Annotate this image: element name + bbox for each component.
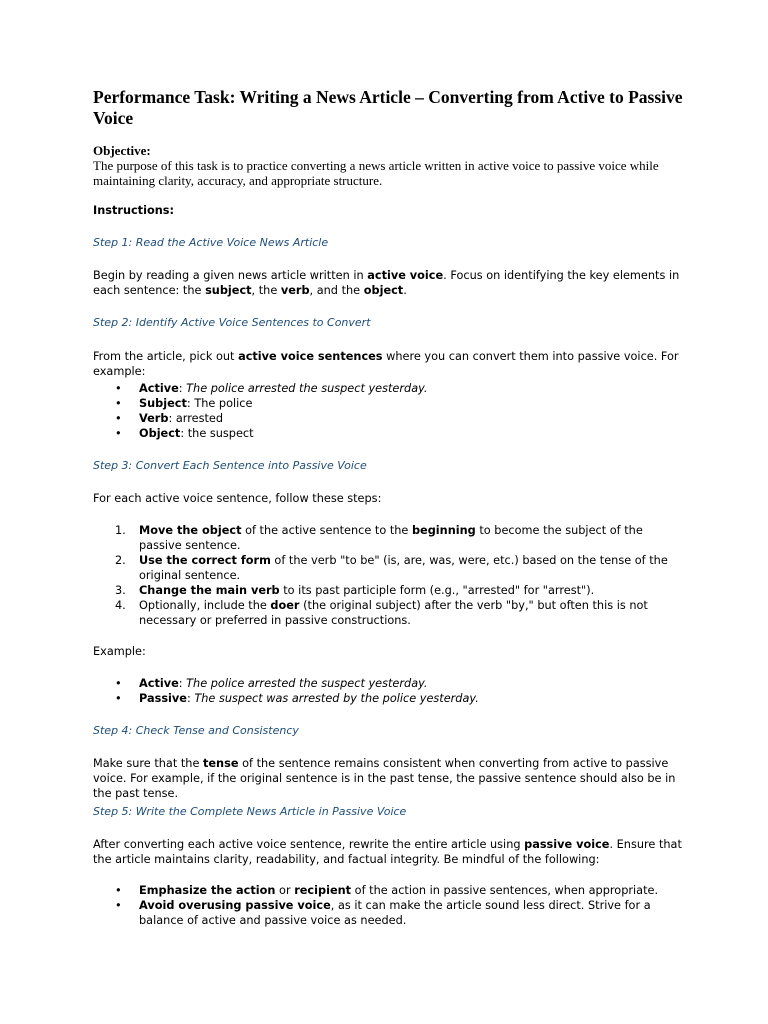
- list-item: • Active: The police arrested the suspect yesterday.: [115, 677, 428, 690]
- instructions-label: Instructions:: [93, 204, 174, 217]
- list-item: • Verb: arrested: [115, 412, 224, 425]
- objective-text: The purpose of this task is to practice converting a news article written in active voice to passive voice while maintaining clarity, accuracy, and appropriate structure.: [93, 158, 659, 188]
- list-item: 4. Optionally, include the doer (the original subject) after the verb "by," but often this is not necessary or preferred in passive constructions.: [115, 599, 648, 627]
- document-title: Performance Task: Writing a News Article – Converting from Active to Passive Voice: [93, 87, 683, 128]
- step3-heading: Step 3: Convert Each Sentence into Passive Voice: [93, 459, 367, 472]
- list-item: 1. Move the object of the active sentence to the beginning to become the subject of the passive sentence.: [115, 524, 643, 552]
- item-number: 4.: [115, 599, 126, 612]
- example-label: Example:: [93, 645, 146, 658]
- bullet-icon: •: [115, 677, 122, 690]
- objective-label: Objective:: [93, 143, 151, 158]
- item-number: 2.: [115, 554, 126, 567]
- bullet-icon: •: [115, 412, 122, 425]
- list-item: • Subject: The police: [115, 397, 253, 410]
- list-item: • Active: The police arrested the suspect yesterday.: [115, 382, 428, 395]
- step5-bullet-list: [93, 883, 683, 928]
- step1-paragraph: Begin by reading a given news article written in active voice. Focus on identifying the key elements in each sentence: the subject, the verb, and the object.: [93, 269, 680, 297]
- step2-paragraph: From the article, pick out active voice sentences where you can convert them into passive voice. For example:: [93, 350, 679, 378]
- list-item: • Emphasize the action or recipient of the action in passive sentences, when appropriate.: [115, 884, 659, 897]
- example-bullet-list: [93, 676, 683, 706]
- step1-heading: Step 1: Read the Active Voice News Article: [93, 236, 329, 249]
- list-item: • Avoid overusing passive voice, as it can make the article sound less direct. Strive for a balance of active and passive voice as needed.: [115, 899, 651, 927]
- list-item: 2. Use the correct form of the verb "to be" (is, are, was, were, etc.) based on the tense of the original sentence.: [115, 554, 668, 582]
- list-item: 3. Change the main verb to its past participle form (e.g., "arrested" for "arrest").: [115, 584, 595, 597]
- bullet-icon: •: [115, 884, 122, 897]
- step3-paragraph: For each active voice sentence, follow these steps:: [93, 492, 382, 505]
- list-item: • Passive: The suspect was arrested by the police yesterday.: [115, 692, 479, 705]
- bullet-icon: •: [115, 692, 122, 705]
- item-number: 3.: [115, 584, 126, 597]
- bullet-icon: •: [115, 382, 122, 395]
- step4-heading: Step 4: Check Tense and Consistency: [93, 724, 299, 737]
- bullet-icon: •: [115, 397, 122, 410]
- step5-heading: Step 5: Write the Complete News Article in Passive Voice: [93, 805, 407, 818]
- bullet-icon: •: [115, 899, 122, 912]
- step3-numbered-list: [93, 523, 683, 628]
- step2-heading: Step 2: Identify Active Voice Sentences to Convert: [93, 316, 371, 329]
- step5-paragraph: After converting each active voice sentence, rewrite the entire article using passive voice. Ensure that the article maintains clarity, readability, and factual integrity. Be mindful of the following:: [93, 838, 682, 866]
- step4-paragraph: Make sure that the tense of the sentence remains consistent when converting from active to passive voice. For example, if the original sentence is in the past tense, the passive sentence should also be in the past tense.: [93, 757, 676, 800]
- list-item: • Object: the suspect: [115, 427, 254, 440]
- step2-bullet-list: [93, 381, 683, 441]
- objective-section: [93, 143, 683, 188]
- item-number: 1.: [115, 524, 126, 537]
- bullet-icon: •: [115, 427, 122, 440]
